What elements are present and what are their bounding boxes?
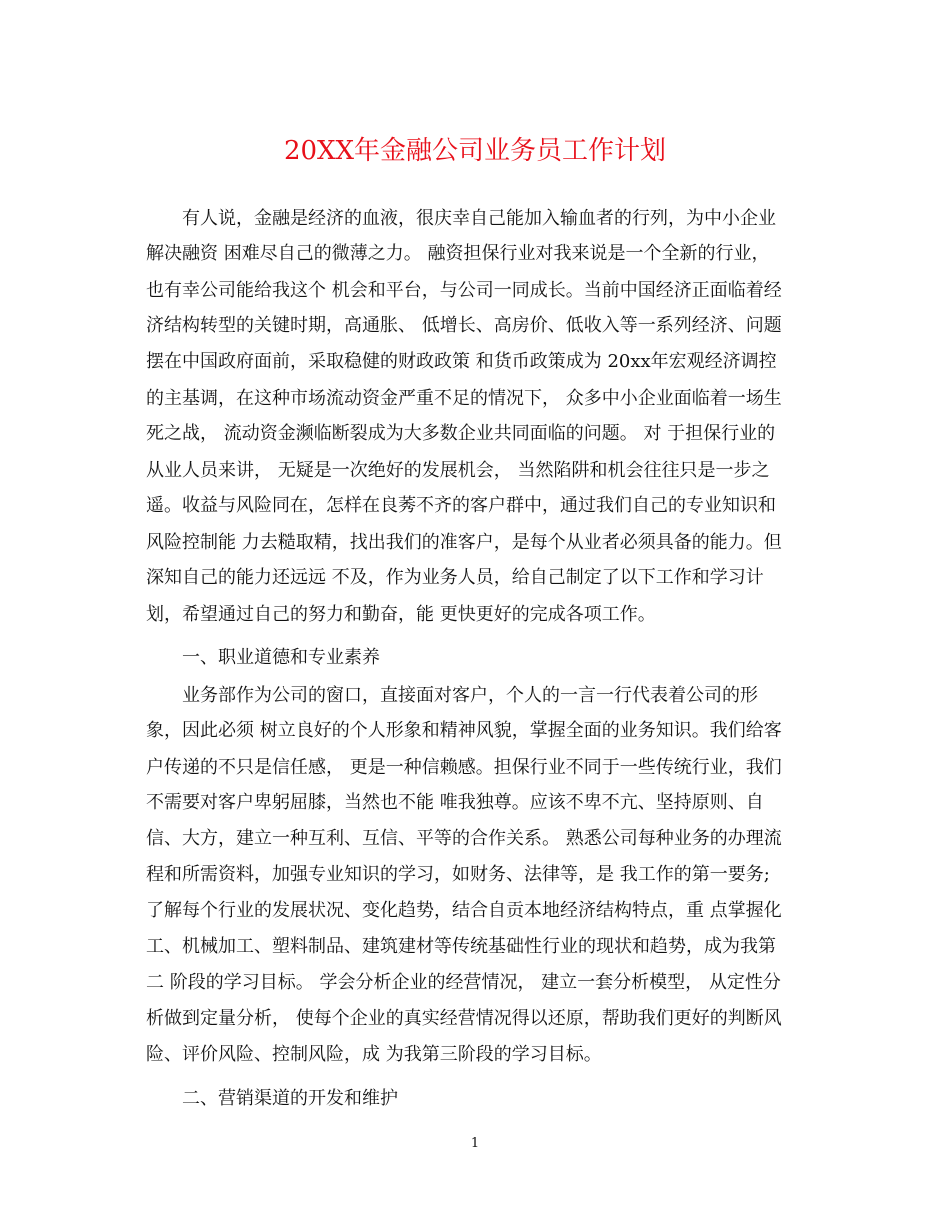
body-line: 二 阶段的学习目标。 学会分析企业的经营情况， 建立一套分析模型， 从定性分 — [146, 972, 781, 993]
body-line: 的主基调，在这种市场流动资金严重不足的情况下， 众多中小企业面临着一场生 — [146, 388, 782, 409]
body-line: 信、大方，建立一种互利、互信、平等的合作关系。 熟悉公司每种业务的办理流 — [146, 828, 782, 849]
body-line: 险、评价风险、控制风险，成 为我第三阶段的学习目标。 — [146, 1044, 602, 1065]
body-line: 也有幸公司能给我这个 机会和平台，与公司一同成长。当前中国经济正面临着经 — [146, 280, 782, 301]
body-line: 解决融资 困难尽自己的微薄之力。 融资担保行业对我来说是一个全新的行业， — [146, 243, 770, 264]
body-line: 划，希望通过自己的努力和勤奋，能 更快更好的完成各项工作。 — [146, 604, 656, 625]
body-line: 工、机械加工、塑料制品、建筑建材等传统基础性行业的现状和趋势，成为我第 — [146, 936, 776, 957]
body-line: 深知自己的能力还远远 不及，作为业务人员，给自己制定了以下工作和学习计 — [146, 567, 764, 588]
body-line: 象，因此必须 树立良好的个人形象和精神风貌，掌握全面的业务知识。我们给客 — [146, 720, 782, 741]
body-line: 析做到定量分析， 使每个企业的真实经营情况得以还原，帮助我们更好的判断风 — [146, 1008, 782, 1029]
page-number: 1 — [470, 1136, 480, 1151]
body-line: 程和所需资料，加强专业知识的学习，如财务、法律等，是 我工作的第一要务; — [146, 864, 770, 885]
section-heading: 二、营销渠道的开发和维护 — [182, 1088, 398, 1109]
body-line: 户传递的不只是信任感， 更是一种信赖感。担保行业不同于一些传统行业，我们 — [146, 757, 782, 778]
section-heading: 一、职业道德和专业素养 — [182, 647, 380, 668]
body-line: 业务部作为公司的窗口，直接面对客户，个人的一言一行代表着公司的形 — [182, 685, 758, 706]
body-line: 不需要对客户卑躬屈膝，当然也不能 唯我独尊。应该不卑不亢、坚持原则、自 — [146, 792, 764, 813]
document-title: 20XX年金融公司业务员工作计划 — [283, 136, 667, 166]
body-line: 风险控制能 力去糙取精，找出我们的准客户，是每个从业者必须具备的能力。但 — [146, 532, 782, 553]
body-line: 有人说，金融是经济的血液，很庆幸自己能加入输血者的行列，为中小企业 — [182, 208, 776, 229]
body-line: 死之战， 流动资金濒临断裂成为大多数企业共同面临的问题。 对 于担保行业的 — [146, 423, 776, 444]
body-line: 济结构转型的关键时期，高通胀、 低增长、高房价、低收入等一系列经济、问题 — [146, 315, 782, 336]
body-line: 遥。收益与风险同在，怎样在良莠不齐的客户群中，通过我们自己的专业知识和 — [146, 495, 776, 516]
body-line: 了解每个行业的发展状况、变化趋势，结合自贡本地经济结构特点，重 点掌握化 — [146, 900, 782, 921]
body-line: 从业人员来讲， 无疑是一次绝好的发展机会， 当然陷阱和机会往往只是一步之 — [146, 460, 770, 481]
body-line: 摆在中国政府面前，采取稳健的财政政策 和货币政策成为 20xx年宏观经济调控 — [146, 351, 777, 372]
